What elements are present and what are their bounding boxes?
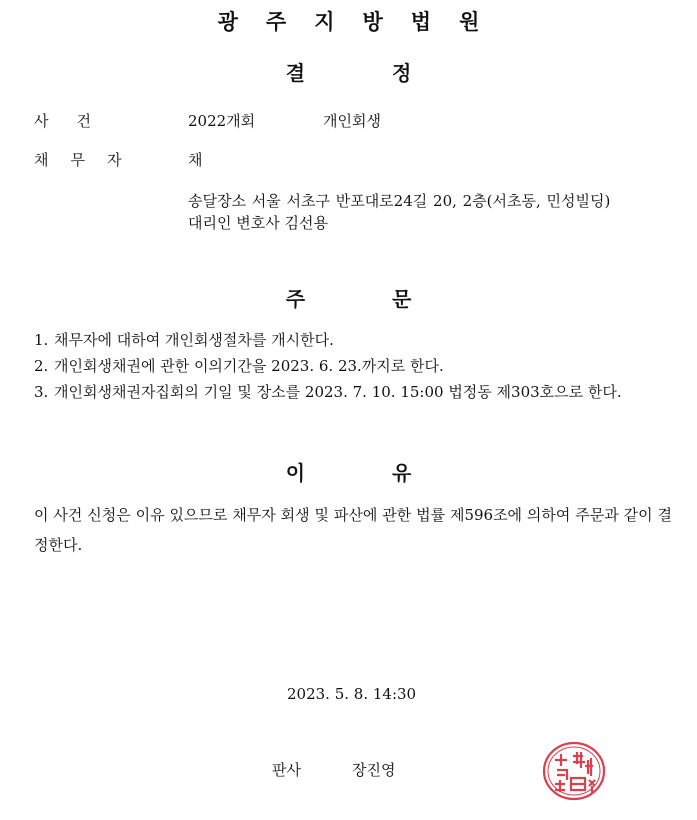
reason-text: 이 사건 신청은 이유 있으므로 채무자 회생 및 파산에 관한 법률 제596조에 의하여 주문과 같이 결정한다. [34, 506, 672, 554]
order-item-number: 1. [34, 331, 49, 349]
order-item [34, 353, 674, 380]
debtor-row [34, 149, 184, 170]
order-item-text: 개인회생채권에 관한 이의기간을 2023. 6. 23.까지로 한다. [54, 357, 444, 375]
order-item-number: 3. [34, 383, 49, 401]
order-item-text: 채무자에 대하여 개인회생절차를 개시한다. [54, 331, 334, 349]
debtor-address: 송달장소 서울 서초구 반포대로24길 20, 2층(서초동, 민성빌딩) [188, 192, 611, 210]
debtor-agent: 대리인 변호사 김선용 [188, 214, 328, 232]
order-item [34, 327, 674, 354]
judge-label: 판사 [272, 761, 301, 779]
debtor-label: 채무자 [34, 151, 144, 169]
judge-name: 장진영 [352, 761, 396, 779]
case-label: 사건 [34, 112, 119, 130]
order-item-text: 개인회생채권자집회의 기일 및 장소를 2023. 7. 10. 15:00 법정동 제303호으로 한다. [54, 383, 622, 401]
court-seal-icon [541, 740, 607, 802]
order-heading: 주 문 [285, 287, 412, 311]
order-item-number: 2. [34, 357, 49, 375]
reason-heading: 이 유 [285, 461, 412, 485]
document-title: 결 정 [285, 61, 412, 85]
case-number: 2022개회 [188, 112, 256, 130]
order-item [34, 379, 674, 406]
debtor-name: 채 [188, 151, 203, 169]
court-name: 광주지방법원 [217, 10, 508, 34]
decision-date: 2023. 5. 8. 14:30 [287, 685, 417, 703]
case-type: 개인회생 [323, 112, 381, 130]
case-row [34, 110, 184, 131]
